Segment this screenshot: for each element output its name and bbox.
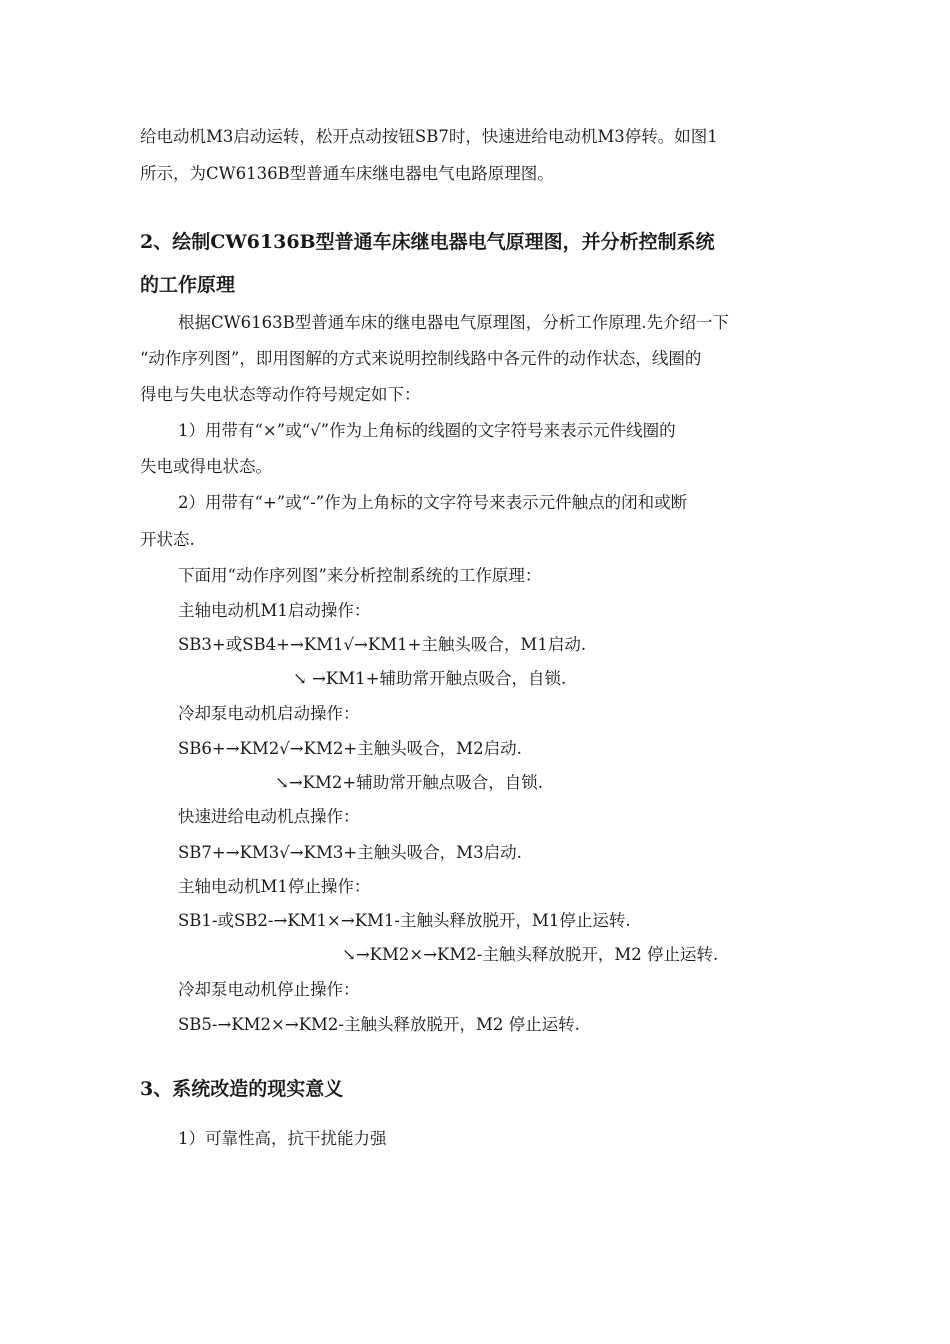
rule1-line-2: 失电或得电状态。 — [140, 457, 272, 476]
m2-start-label: 冷却泵电动机启动操作： — [178, 704, 360, 723]
m3-label: 快速进给电动机点操作： — [178, 807, 360, 826]
m2-stop-seq: SB5-→KM2×→KM2-主触头释放脱开，M2 停止运转. — [178, 1015, 580, 1034]
rule2-line-1: 2）用带有“+”或“-”作为上角标的文字符号来表示元件触点的闭和或断 — [178, 493, 688, 512]
m1-stop-seq-2: ↘→KM2×→KM2-主触头释放脱开，M2 停止运转. — [342, 945, 719, 964]
m2-start-seq-2: ↘→KM2+辅助常开触点吸合，自锁. — [275, 773, 543, 792]
section-3-heading: 3、系统改造的现实意义 — [140, 1078, 344, 1100]
intro-line-1: 给电动机M3启动运转，松开点动按钮SB7时，快速进给电动机M3停转。如图1 — [140, 127, 718, 146]
m1-start-seq-2: ↘ →KM1+辅助常开触点吸合，自锁. — [293, 669, 567, 688]
sequence-intro: 下面用“动作序列图”来分析控制系统的工作原理： — [178, 566, 542, 585]
m1-start-seq-1: SB3+或SB4+→KM1√→KM1+主触头吸合，M1启动. — [178, 635, 587, 654]
m1-start-label: 主轴电动机M1启动操作： — [178, 601, 371, 620]
intro-line-2: 所示，为CW6136B型普通车床继电器电气电路原理图。 — [140, 164, 554, 183]
para1-line-3: 得电与失电状态等动作符号规定如下： — [140, 385, 421, 404]
m3-seq: SB7+→KM3√→KM3+主触头吸合，M3启动. — [178, 843, 522, 862]
section-2-heading-line-2: 的工作原理 — [140, 274, 236, 296]
rule1-line-1: 1）用带有“×”或“√”作为上角标的线圈的文字符号来表示元件线圈的 — [178, 421, 676, 440]
section-3-item-1: 1）可靠性高，抗干扰能力强 — [178, 1129, 387, 1148]
m2-stop-label: 冷却泵电动机停止操作： — [178, 980, 360, 999]
para1-line-2: “动作序列图”，即用图解的方式来说明控制线路中各元件的动作状态，线圈的 — [140, 349, 702, 368]
para1-line-1: 根据CW6163B型普通车床的继电器电气原理图，分析工作原理.先介绍一下 — [178, 313, 729, 332]
m2-start-seq-1: SB6+→KM2√→KM2+主触头吸合，M2启动. — [178, 739, 522, 758]
m1-stop-seq-1: SB1-或SB2-→KM1×→KM1-主触头释放脱开，M1停止运转. — [178, 911, 631, 930]
rule2-line-2: 开状态. — [140, 530, 195, 549]
m1-stop-label: 主轴电动机M1停止操作： — [178, 877, 371, 896]
section-2-heading-line-1: 2、绘制CW6136B型普通车床继电器电气原理图，并分析控制系统 — [140, 231, 715, 253]
